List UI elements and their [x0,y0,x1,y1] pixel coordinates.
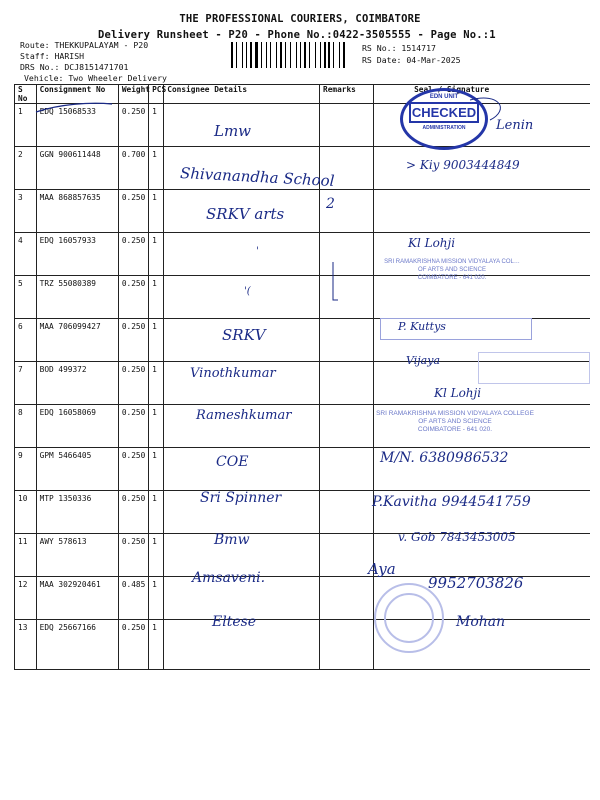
college-stamp-2: SRI RAMAKRISHNA MISSION VIDYALAYA COLLEGE OF ARTS AND SCIENCE COIMBATORE - 641 020. [376,410,534,433]
cell-sno: 4 [15,233,37,276]
hw-consignee-7: SRKV [222,326,266,344]
cell-sno: 8 [15,405,37,448]
cell-sno: 13 [15,620,37,670]
cell-weight: 0.250 [118,276,148,319]
cell-consignment: EDQ 15068533 [36,104,118,147]
hw-consignee-10: COE [216,454,249,470]
cell-pcs: 1 [149,534,164,577]
cell-weight: 0.250 [118,491,148,534]
cell-pcs: 1 [149,147,164,190]
route-label: Route: THEKKUPALAYAM - P20 [20,40,149,50]
hw-signature-1: Lenin [496,118,534,133]
col-consignee: Consignee Details [164,85,320,104]
col-weight: Weight [118,85,148,104]
hw-consignee-8: Vinothkumar [190,366,276,381]
rs-number: RS No.: 1514717 [362,43,436,53]
cell-consignment: MAA 302920461 [36,577,118,620]
cell-consignment: EDQ 16057933 [36,233,118,276]
hw-signature-11: 9952703826 [428,574,524,592]
company-title: THE PROFESSIONAL COURIERS, COIMBATORE [179,13,421,25]
cell-sno: 6 [15,319,37,362]
hw-signature-7: M/N. 6380986532 [380,450,509,466]
cell-sno: 1 [15,104,37,147]
checked-stamp: EDN UNIT CHECKED ADMINISTRATION [400,88,488,150]
cell-pcs: 1 [149,276,164,319]
hw-consignee-4: 2 [326,196,335,212]
hw-consignee-9: Rameshkumar [196,408,292,423]
cell-pcs: 1 [149,405,164,448]
cell-consignment: TRZ 55080389 [36,276,118,319]
hw-signature-4: P. Kuttys [398,320,446,333]
cell-consignment: EDQ 25667166 [36,620,118,670]
col-remarks: Remarks [320,85,374,104]
cell-pcs: 1 [149,190,164,233]
cell-pcs: 1 [149,233,164,276]
staff-label: Staff: HARISH [20,51,85,61]
cell-pcs: 1 [149,104,164,147]
cell-weight: 0.250 [118,362,148,405]
cell-pcs: 1 [149,620,164,670]
cell-sno: 5 [15,276,37,319]
college-stamp-1: SRI RAMAKRISHNA MISSION VIDYALAYA COL… OF ARTS AND SCIENCE COIMBATORE - 641 020. [384,259,520,281]
hw-consignee-12: Bmw [214,532,250,548]
cell-pcs: 1 [149,362,164,405]
drs-label: DRS No.: DCJ8151471701 [20,62,129,72]
hw-consignee-14: Eltese [212,614,257,630]
hw-signature-2: > Kiy 9003444849 [406,158,520,172]
cell-weight: 0.485 [118,577,148,620]
col-sno: S No [15,85,37,104]
cell-sno: 11 [15,534,37,577]
cell-sno: 7 [15,362,37,405]
cell-weight: 0.250 [118,405,148,448]
cell-sno: 12 [15,577,37,620]
hw-consignee-11: Sri Spinner [200,490,282,506]
rs-date: RS Date: 04-Mar-2025 [362,55,461,65]
hw-signature-8: P.Kavitha 9944541759 [372,494,531,510]
hw-consignee-3: SRKV arts [206,205,285,223]
hw-signature-10: Aya [368,560,396,578]
cell-weight: 0.250 [118,534,148,577]
cell-consignment: AWY 578613 [36,534,118,577]
hw-consignee-5: ' [256,246,259,257]
cell-weight: 0.700 [118,147,148,190]
cell-weight: 0.250 [118,104,148,147]
cell-pcs: 1 [149,577,164,620]
cell-weight: 0.250 [118,233,148,276]
col-seal: Seal / Signature [374,85,590,104]
cell-consignment: BOD 499372 [36,362,118,405]
hw-signature-9: v. Gob 7843453005 [398,530,516,544]
hw-signature-12: Mohan [456,614,506,630]
cell-consignment: MAA 706099427 [36,319,118,362]
hw-consignee-1: Lmw [214,122,252,140]
hw-signature-3: Kl Lohji [408,236,456,250]
cell-pcs: 1 [149,448,164,491]
cell-consignment: EDQ 16058069 [36,405,118,448]
hw-consignee-13: Amsaveni. [192,570,266,586]
vehicle-label: Vehicle: Two Wheeler Delivery [24,73,167,83]
cell-weight: 0.250 [118,319,148,362]
cell-sno: 9 [15,448,37,491]
cell-pcs: 1 [149,491,164,534]
cell-consignment: GGN 900611448 [36,147,118,190]
cell-weight: 0.250 [118,190,148,233]
runsheet-title: Delivery Runsheet - P20 - Phone No.:0422-3505555 - Page No.:1 [98,29,496,41]
cell-weight: 0.250 [118,620,148,670]
hw-consignee-6: '( [244,286,251,297]
cell-consignment: GPM 5466405 [36,448,118,491]
hw-consignee-2: Shivanandha School [179,163,335,191]
cell-consignment: MAA 868857635 [36,190,118,233]
cell-pcs: 1 [149,319,164,362]
cell-sno: 3 [15,190,37,233]
cell-consignment: MTP 1350336 [36,491,118,534]
cell-weight: 0.250 [118,448,148,491]
col-pcs: PCS [149,85,164,104]
cell-sno: 10 [15,491,37,534]
cell-sno: 2 [15,147,37,190]
hw-signature-5: Vijaya [406,354,441,367]
hw-signature-6: Kl Lohji [434,386,482,400]
col-consignment: Consignment No [36,85,118,104]
